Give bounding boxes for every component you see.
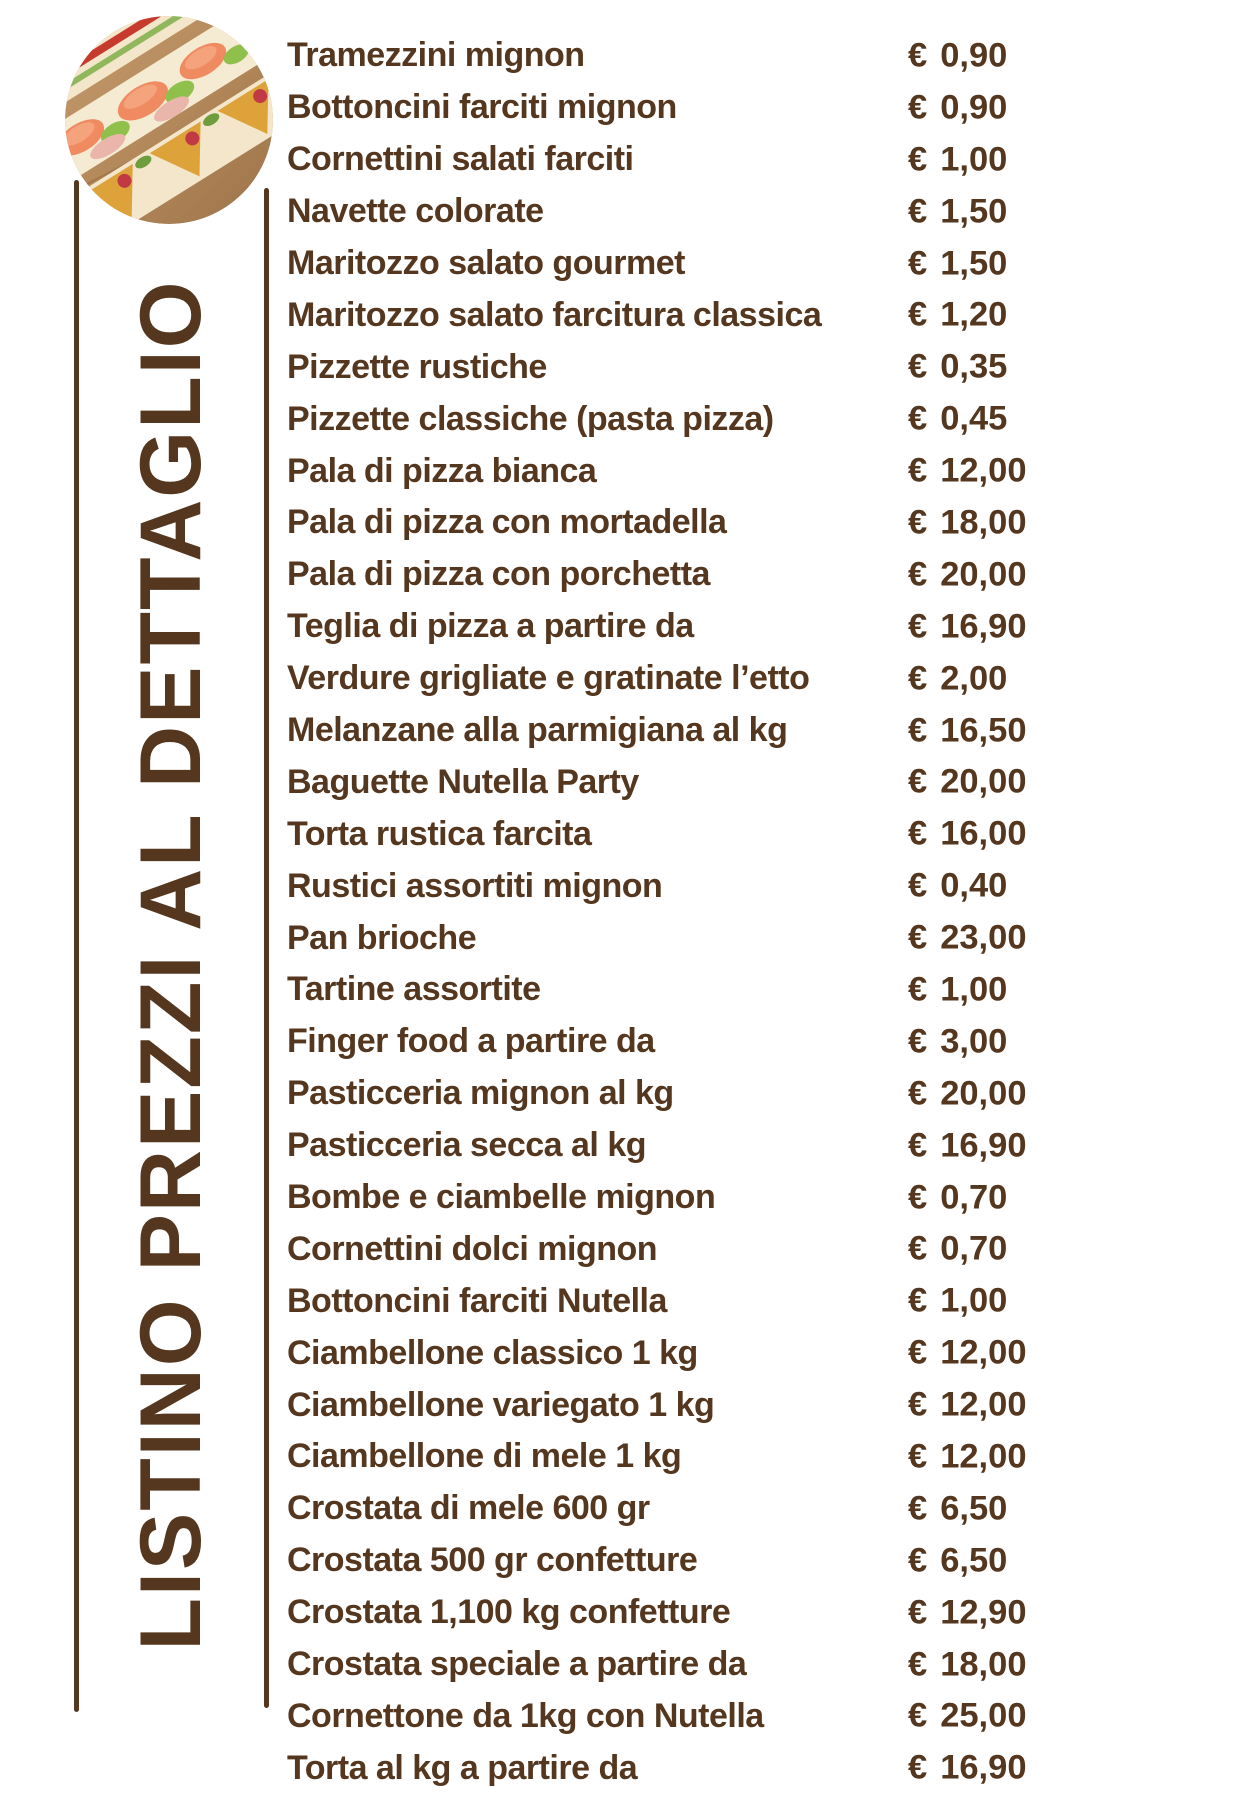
menu-row [287, 1535, 1060, 1587]
menu-row [287, 860, 1060, 912]
euro-sign: € [908, 451, 928, 490]
item-price [908, 244, 1007, 283]
price-amount: 12,00 [940, 1333, 1027, 1372]
item-price [908, 659, 1007, 698]
price-amount: 1,00 [940, 1281, 1008, 1320]
price-amount: 0,90 [940, 36, 1008, 75]
item-name: Cornettini dolci mignon [287, 1229, 658, 1268]
menu-row [287, 808, 1060, 860]
menu-row [287, 1120, 1060, 1172]
item-price [908, 1178, 1007, 1217]
menu-row [287, 1068, 1060, 1120]
item-name: Pasticceria secca al kg [287, 1126, 646, 1165]
price-amount: 16,00 [940, 814, 1027, 853]
price-amount: 23,00 [940, 918, 1027, 957]
euro-sign: € [908, 192, 928, 231]
euro-sign: € [908, 711, 928, 750]
item-name: Rustici assortiti mignon [287, 866, 663, 905]
item-price [908, 140, 1007, 179]
menu-row [287, 1639, 1060, 1691]
item-name: Verdure grigliate e gratinate l’etto [287, 659, 810, 698]
euro-sign: € [908, 1645, 928, 1684]
price-amount: 0,70 [940, 1178, 1008, 1217]
price-amount: 25,00 [940, 1696, 1027, 1735]
item-name: Pala di pizza con mortadella [287, 503, 727, 542]
menu-row [287, 549, 1060, 601]
euro-sign: € [908, 140, 928, 179]
item-price [908, 348, 1007, 387]
item-name: Cornettone da 1kg con Nutella [287, 1696, 764, 1735]
euro-sign: € [908, 918, 928, 957]
euro-sign: € [908, 1385, 928, 1424]
price-amount: 0,40 [940, 866, 1008, 905]
menu-row [287, 445, 1060, 497]
item-name: Pizzette classiche (pasta pizza) [287, 399, 774, 438]
item-name: Bottoncini farciti Nutella [287, 1281, 667, 1320]
item-price [908, 919, 1027, 958]
item-price [908, 867, 1007, 906]
item-name: Ciambellone variegato 1 kg [287, 1385, 715, 1424]
menu-row [287, 1587, 1060, 1639]
menu-row [287, 30, 1060, 82]
euro-sign: € [908, 399, 928, 438]
euro-sign: € [908, 36, 928, 75]
item-name: Pan brioche [287, 918, 477, 957]
price-amount: 12,00 [940, 451, 1027, 490]
item-price [908, 192, 1007, 231]
item-name: Ciambellone di mele 1 kg [287, 1437, 682, 1476]
item-price [908, 1230, 1007, 1269]
euro-sign: € [908, 244, 928, 282]
euro-sign: € [908, 1229, 928, 1268]
item-name: Pala di pizza con porchetta [287, 555, 710, 594]
menu-row [287, 705, 1060, 757]
item-price [908, 1022, 1007, 1061]
price-amount: 20,00 [940, 762, 1027, 801]
item-price [908, 1645, 1027, 1684]
price-amount: 16,90 [940, 607, 1027, 646]
item-price [908, 36, 1007, 75]
euro-sign: € [908, 1593, 928, 1632]
item-name: Crostata 1,100 kg confetture [287, 1593, 731, 1632]
item-price [908, 296, 1007, 335]
item-name: Bombe e ciambelle mignon [287, 1178, 716, 1217]
item-name: Torta al kg a partire da [287, 1748, 638, 1787]
item-price [908, 503, 1027, 542]
menu-row [287, 653, 1060, 705]
item-name: Pala di pizza bianca [287, 451, 597, 490]
item-name: Maritozzo salato gourmet [287, 244, 685, 282]
price-amount: 1,50 [940, 192, 1008, 231]
item-price [908, 711, 1027, 750]
item-price [908, 555, 1027, 594]
item-price [908, 970, 1007, 1009]
item-name: Crostata 500 gr confetture [287, 1541, 698, 1580]
euro-sign: € [908, 295, 928, 334]
tramezzini-platter-photo [65, 16, 273, 224]
item-price [908, 88, 1007, 127]
euro-sign: € [908, 1541, 928, 1580]
price-amount: 6,50 [940, 1541, 1008, 1580]
item-price [908, 815, 1027, 854]
item-name: Finger food a partire da [287, 1022, 655, 1061]
price-amount: 18,00 [940, 503, 1027, 542]
menu-row [287, 134, 1060, 186]
item-price [908, 1334, 1027, 1373]
item-price [908, 1749, 1027, 1788]
price-amount: 12,00 [940, 1437, 1027, 1476]
price-amount: 0,70 [940, 1229, 1008, 1268]
item-price [908, 1697, 1027, 1736]
euro-sign: € [908, 88, 928, 127]
item-name: Tramezzini mignon [287, 36, 585, 75]
item-name: Torta rustica farcita [287, 814, 592, 853]
item-price [908, 1386, 1027, 1425]
price-amount: 16,90 [940, 1126, 1027, 1165]
euro-sign: € [908, 1333, 928, 1372]
price-amount: 12,00 [940, 1385, 1027, 1424]
menu-row [287, 1327, 1060, 1379]
euro-sign: € [908, 762, 928, 801]
menu-row [287, 912, 1060, 964]
euro-sign: € [908, 1281, 928, 1320]
euro-sign: € [908, 1489, 928, 1528]
item-price [908, 400, 1007, 439]
euro-sign: € [908, 1437, 928, 1476]
price-amount: 6,50 [940, 1489, 1008, 1528]
euro-sign: € [908, 1696, 928, 1735]
item-price [908, 1126, 1027, 1165]
price-amount: 1,50 [940, 244, 1008, 282]
euro-sign: € [908, 555, 928, 594]
menu-row [287, 1016, 1060, 1068]
price-amount: 2,00 [940, 659, 1008, 698]
item-name: Baguette Nutella Party [287, 762, 639, 801]
price-amount: 16,90 [940, 1748, 1027, 1787]
item-price [908, 1541, 1007, 1580]
item-price [908, 763, 1027, 802]
price-amount: 0,35 [940, 347, 1008, 386]
price-amount: 0,45 [940, 399, 1008, 438]
item-name: Navette colorate [287, 192, 544, 231]
euro-sign: € [908, 1022, 928, 1061]
price-amount: 1,20 [940, 295, 1008, 334]
euro-sign: € [908, 347, 928, 386]
menu-row [287, 238, 1060, 290]
menu-row [287, 1172, 1060, 1224]
euro-sign: € [908, 1748, 928, 1787]
food-photo-circle [65, 16, 273, 224]
item-name: Bottoncini farciti mignon [287, 88, 677, 127]
menu-row [287, 341, 1060, 393]
menu-row [287, 1275, 1060, 1327]
item-name: Pasticceria mignon al kg [287, 1074, 674, 1113]
price-list [287, 30, 1060, 1794]
price-amount: 0,90 [940, 88, 1008, 127]
item-name: Cornettini salati farciti [287, 140, 634, 179]
euro-sign: € [908, 1126, 928, 1165]
price-amount: 1,00 [940, 140, 1008, 179]
menu-row [287, 186, 1060, 238]
page-title: LISTINO PREZZI AL DETTAGLIO [122, 279, 219, 1651]
price-amount: 12,90 [940, 1593, 1027, 1632]
item-price [908, 1489, 1007, 1528]
menu-row [287, 1742, 1060, 1794]
item-name: Crostata di mele 600 gr [287, 1489, 650, 1528]
euro-sign: € [908, 503, 928, 542]
euro-sign: € [908, 866, 928, 905]
item-name: Crostata speciale a partire da [287, 1645, 747, 1684]
item-price [908, 1437, 1027, 1476]
item-price [908, 1593, 1027, 1632]
item-name: Teglia di pizza a partire da [287, 607, 694, 646]
euro-sign: € [908, 1074, 928, 1113]
menu-row [287, 601, 1060, 653]
item-name: Melanzane alla parmigiana al kg [287, 711, 788, 750]
menu-row [287, 82, 1060, 134]
menu-row [287, 497, 1060, 549]
euro-sign: € [908, 1178, 928, 1217]
menu-row [287, 289, 1060, 341]
menu-row [287, 1483, 1060, 1535]
price-amount: 18,00 [940, 1645, 1027, 1684]
euro-sign: € [908, 970, 928, 1009]
menu-row [287, 964, 1060, 1016]
menu-row [287, 1691, 1060, 1743]
price-amount: 20,00 [940, 1074, 1027, 1113]
price-amount: 1,00 [940, 970, 1008, 1009]
euro-sign: € [908, 607, 928, 646]
menu-row [287, 1431, 1060, 1483]
item-name: Maritozzo salato farcitura classica [287, 295, 822, 334]
item-price [908, 607, 1027, 646]
menu-row [287, 1223, 1060, 1275]
euro-sign: € [908, 659, 928, 698]
price-amount: 3,00 [940, 1022, 1008, 1061]
menu-row [287, 756, 1060, 808]
item-name: Tartine assortite [287, 970, 541, 1009]
price-amount: 20,00 [940, 555, 1027, 594]
menu-row [287, 393, 1060, 445]
item-name: Pizzette rustiche [287, 347, 547, 386]
menu-row [287, 1379, 1060, 1431]
euro-sign: € [908, 814, 928, 853]
item-name: Ciambellone classico 1 kg [287, 1333, 698, 1372]
item-price [908, 1282, 1007, 1321]
item-price [908, 1074, 1027, 1113]
item-price [908, 452, 1027, 491]
price-amount: 16,50 [940, 711, 1027, 750]
